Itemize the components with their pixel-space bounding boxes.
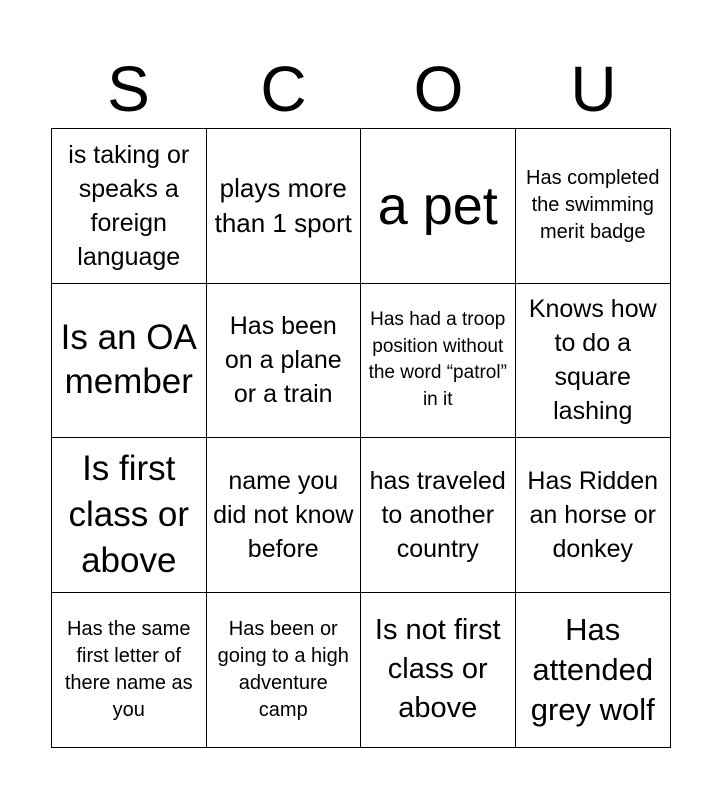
cell-text: name you did not know before: [213, 466, 354, 563]
bingo-cell[interactable]: [361, 438, 516, 593]
cell-text: Has been or going to a high adventure camp: [217, 617, 349, 721]
bingo-cell[interactable]: [207, 593, 362, 748]
bingo-cell[interactable]: [516, 438, 671, 593]
bingo-cell[interactable]: [207, 284, 362, 439]
bingo-board: [51, 128, 671, 748]
cell-text: plays more than 1 sport: [214, 172, 352, 238]
cell-text: Is first class or above: [68, 448, 190, 580]
bingo-cell[interactable]: [52, 438, 207, 593]
cell-text: Is an OA member: [60, 318, 197, 402]
cell-text: Has Ridden an horse or donkey: [527, 466, 659, 563]
bingo-cell[interactable]: [361, 593, 516, 748]
bingo-cell[interactable]: [361, 284, 516, 439]
bingo-cell[interactable]: [361, 129, 516, 284]
cell-text: Has completed the swimming merit badge: [526, 167, 660, 244]
header-letter-u: U: [570, 53, 617, 125]
bingo-cell[interactable]: [207, 129, 362, 284]
cell-text: Has had a troop position without the word “patrol” in it: [368, 309, 507, 410]
bingo-header: [51, 50, 671, 128]
bingo-cell[interactable]: [52, 129, 207, 284]
cell-text: Is not first class or above: [374, 614, 501, 725]
cell-text: Has the same first letter of there name as you: [64, 617, 193, 721]
bingo-cell[interactable]: [52, 284, 207, 439]
bingo-cell[interactable]: [516, 284, 671, 439]
cell-text: has traveled to another country: [369, 466, 506, 563]
cell-text: a pet: [377, 175, 498, 236]
cell-text: Has been on a plane or a train: [224, 312, 342, 409]
header-letter-s: S: [107, 53, 150, 125]
header-letter-c: C: [260, 53, 307, 125]
cell-text: is taking or speaks a foreign language: [68, 140, 190, 271]
bingo-cell[interactable]: [516, 593, 671, 748]
cell-text: Has attended grey wolf: [530, 611, 655, 727]
bingo-cell[interactable]: [52, 593, 207, 748]
bingo-cell[interactable]: [516, 129, 671, 284]
bingo-cell[interactable]: [207, 438, 362, 593]
header-letter-o: O: [413, 53, 464, 125]
cell-text: Knows how to do a square lashing: [528, 295, 657, 426]
